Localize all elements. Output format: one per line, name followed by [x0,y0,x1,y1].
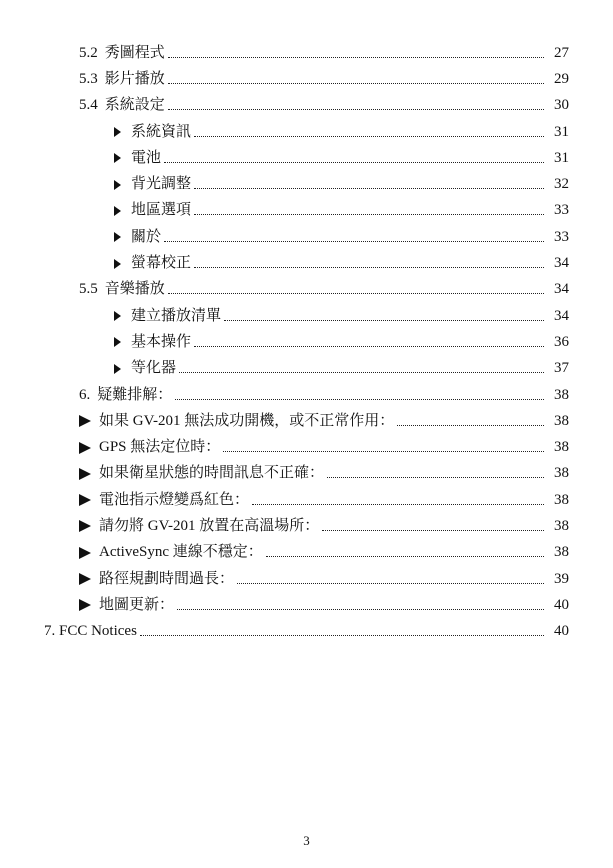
entry-label: 影片播放 [104,70,165,87]
toc-entry-power-on-fail[interactable] [0,408,613,434]
toc-entry-gps-fix[interactable] [0,434,613,460]
page-ref: 37 [554,360,569,377]
section-number: 5.4 [79,97,98,114]
entry-label: 電池 [131,149,162,166]
toc-entry-region[interactable] [0,198,613,224]
entry-label: 音樂播放 [104,281,165,298]
section-number: 5.3 [79,70,98,87]
page-ref: 38 [554,465,569,482]
toc-entry-playlist[interactable] [0,303,613,329]
page-ref: 38 [554,386,569,403]
arrow-bullet-icon [79,520,91,532]
entry-label: 基本操作 [131,333,192,350]
section-number: 5.5 [79,281,98,298]
entry-label: 系統資訊 [131,123,192,140]
toc-entry-route-planning[interactable] [0,566,613,592]
entry-label: 如果 GV-201 無法成功開機，或不正常作用： [99,412,395,429]
toc-entry-map-update[interactable] [0,592,613,618]
entry-label: 路徑規劃時間過長： [99,570,235,587]
toc-entry-about[interactable] [0,224,613,250]
toc-entry-5-3[interactable] [0,66,613,92]
entry-label: ActiveSync 連線不穩定： [99,544,263,561]
toc-entry-battery-red[interactable] [0,487,613,513]
section-number: 6. [79,386,91,403]
page-ref: 31 [554,149,569,166]
entry-label: 地圖更新： [99,596,175,613]
dot-leader [179,372,544,373]
dot-leader [194,136,544,137]
arrow-bullet-icon [79,573,91,585]
toc-entry-6[interactable] [0,382,613,408]
entry-label: 螢幕校正 [131,255,192,272]
triangle-bullet-icon [114,127,121,137]
page-number: 3 [303,833,310,848]
arrow-bullet-icon [79,494,91,506]
entry-label: 電池指示燈變爲紅色： [99,491,250,508]
page-ref: 33 [554,202,569,219]
triangle-bullet-icon [114,364,121,374]
entry-label: 請勿將 GV-201 放置在高溫場所： [99,517,320,534]
toc-entry-backlight[interactable] [0,171,613,197]
section-number: 5.2 [79,44,98,61]
page-ref: 34 [554,307,569,324]
dot-leader [194,214,544,215]
page-ref: 38 [554,517,569,534]
triangle-bullet-icon [114,206,121,216]
toc-entry-5-2[interactable] [0,40,613,66]
entry-label: 7. FCC Notices [44,623,137,640]
arrow-bullet-icon [79,442,91,454]
toc-entry-battery[interactable] [0,145,613,171]
dot-leader [164,162,544,163]
entry-label: 背光調整 [131,176,192,193]
triangle-bullet-icon [114,153,121,163]
triangle-bullet-icon [114,180,121,190]
dot-leader [397,425,544,426]
dot-leader [266,556,544,557]
dot-leader [168,109,544,110]
entry-label: 等化器 [131,360,177,377]
entry-label: 關於 [131,228,162,245]
dot-leader [252,504,544,505]
page-ref: 31 [554,123,569,140]
dot-leader [223,451,544,452]
triangle-bullet-icon [114,337,121,347]
entry-label: GPS 無法定位時： [99,439,221,456]
triangle-bullet-icon [114,259,121,269]
page-ref: 40 [554,596,569,613]
dot-leader [327,477,544,478]
page-ref: 38 [554,412,569,429]
dot-leader [224,320,544,321]
page-ref: 33 [554,228,569,245]
dot-leader [237,583,544,584]
page-ref: 29 [554,70,569,87]
arrow-bullet-icon [79,547,91,559]
entry-label: 如果衛星狀態的時間訊息不正確： [99,465,325,482]
toc-entry-high-temp[interactable] [0,513,613,539]
page-ref: 38 [554,439,569,456]
dot-leader [168,293,544,294]
entry-label: 地區選項 [131,202,192,219]
arrow-bullet-icon [79,415,91,427]
toc-entry-activesync[interactable] [0,540,613,566]
toc-entry-7[interactable] [0,619,613,645]
page-ref: 38 [554,491,569,508]
page-ref: 34 [554,281,569,298]
dot-leader [177,609,544,610]
dot-leader [194,188,544,189]
toc-entry-screen-calibration[interactable] [0,250,613,276]
dot-leader [168,83,544,84]
triangle-bullet-icon [114,311,121,321]
toc-entry-system-info[interactable] [0,119,613,145]
dot-leader [194,346,544,347]
dot-leader [175,399,544,400]
dot-leader [322,530,544,531]
page-ref: 40 [554,623,569,640]
triangle-bullet-icon [114,232,121,242]
page-ref: 34 [554,255,569,272]
arrow-bullet-icon [79,599,91,611]
page-ref: 32 [554,176,569,193]
toc-entry-5-4[interactable] [0,93,613,119]
toc-entry-satellite-time[interactable] [0,461,613,487]
dot-leader [168,57,544,58]
entry-label: 系統設定 [104,97,165,114]
page-ref: 38 [554,544,569,561]
toc-entry-equalizer[interactable] [0,356,613,382]
page-ref: 27 [554,44,569,61]
toc-entry-5-5[interactable] [0,277,613,303]
page-ref: 36 [554,333,569,350]
dot-leader [140,635,544,636]
dot-leader [194,267,544,268]
table-of-contents [0,40,613,645]
toc-entry-basic-operation[interactable] [0,329,613,355]
entry-label: 疑難排解： [97,386,173,403]
arrow-bullet-icon [79,468,91,480]
entry-label: 秀圖程式 [104,44,165,61]
entry-label: 建立播放清單 [131,307,222,324]
page-ref: 30 [554,97,569,114]
dot-leader [164,241,544,242]
page-ref: 39 [554,570,569,587]
